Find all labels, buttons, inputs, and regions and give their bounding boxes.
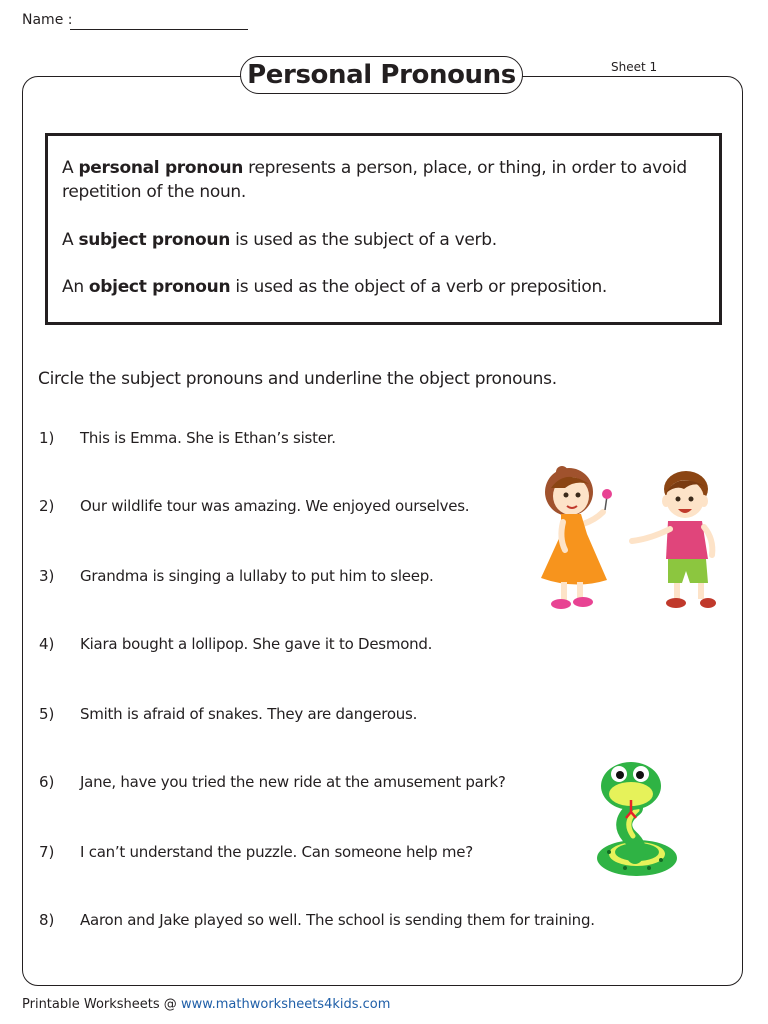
question-number: 3) [39,567,55,585]
question-text[interactable]: Smith is afraid of snakes. They are dangerous. [80,705,418,723]
question-number: 7) [39,843,55,861]
footer [22,997,390,1012]
question-text[interactable]: I can’t understand the puzzle. Can someone help me? [80,843,473,861]
footer-link[interactable]: www.mathworksheets4kids.com [180,997,391,1012]
question-text[interactable]: Aaron and Jake played so well. The school is sending them for training. [80,911,595,929]
definition-personal-pronoun: A personal pronoun represents a person, place, or thing, in order to avoid repetition of the noun. [62,158,687,202]
question-text[interactable]: Our wildlife tour was amazing. We enjoyed ourselves. [80,497,470,515]
sheet-label: Sheet 1 [611,60,658,74]
definition-subject-pronoun: A subject pronoun is used as the subject of a verb. [62,230,497,250]
definition-object-pronoun: An object pronoun is used as the object of a verb or preposition. [62,277,608,297]
name-label: Name : [22,12,73,28]
footer-label: Printable Worksheets @ [22,997,181,1012]
instruction-text: Circle the subject pronouns and underline the object pronouns. [38,369,557,389]
snake-illustration [595,756,680,881]
question-number: 8) [39,911,55,929]
question-number: 4) [39,635,55,653]
question-number: 5) [39,705,55,723]
question-text[interactable]: Kiara bought a lollipop. She gave it to Desmond. [80,635,433,653]
question-number: 1) [39,429,55,447]
question-text[interactable]: Grandma is singing a lullaby to put him to sleep. [80,567,434,585]
question-number: 2) [39,497,55,515]
page-title-text: Personal Pronouns [247,60,516,90]
boy-illustration [628,467,723,617]
name-blank-line[interactable] [70,29,248,30]
question-number: 6) [39,773,55,791]
question-text[interactable]: Jane, have you tried the new ride at the amusement park? [80,773,506,791]
page-title [240,56,523,94]
question-text[interactable]: This is Emma. She is Ethan’s sister. [80,429,336,447]
girl-illustration [535,462,615,622]
